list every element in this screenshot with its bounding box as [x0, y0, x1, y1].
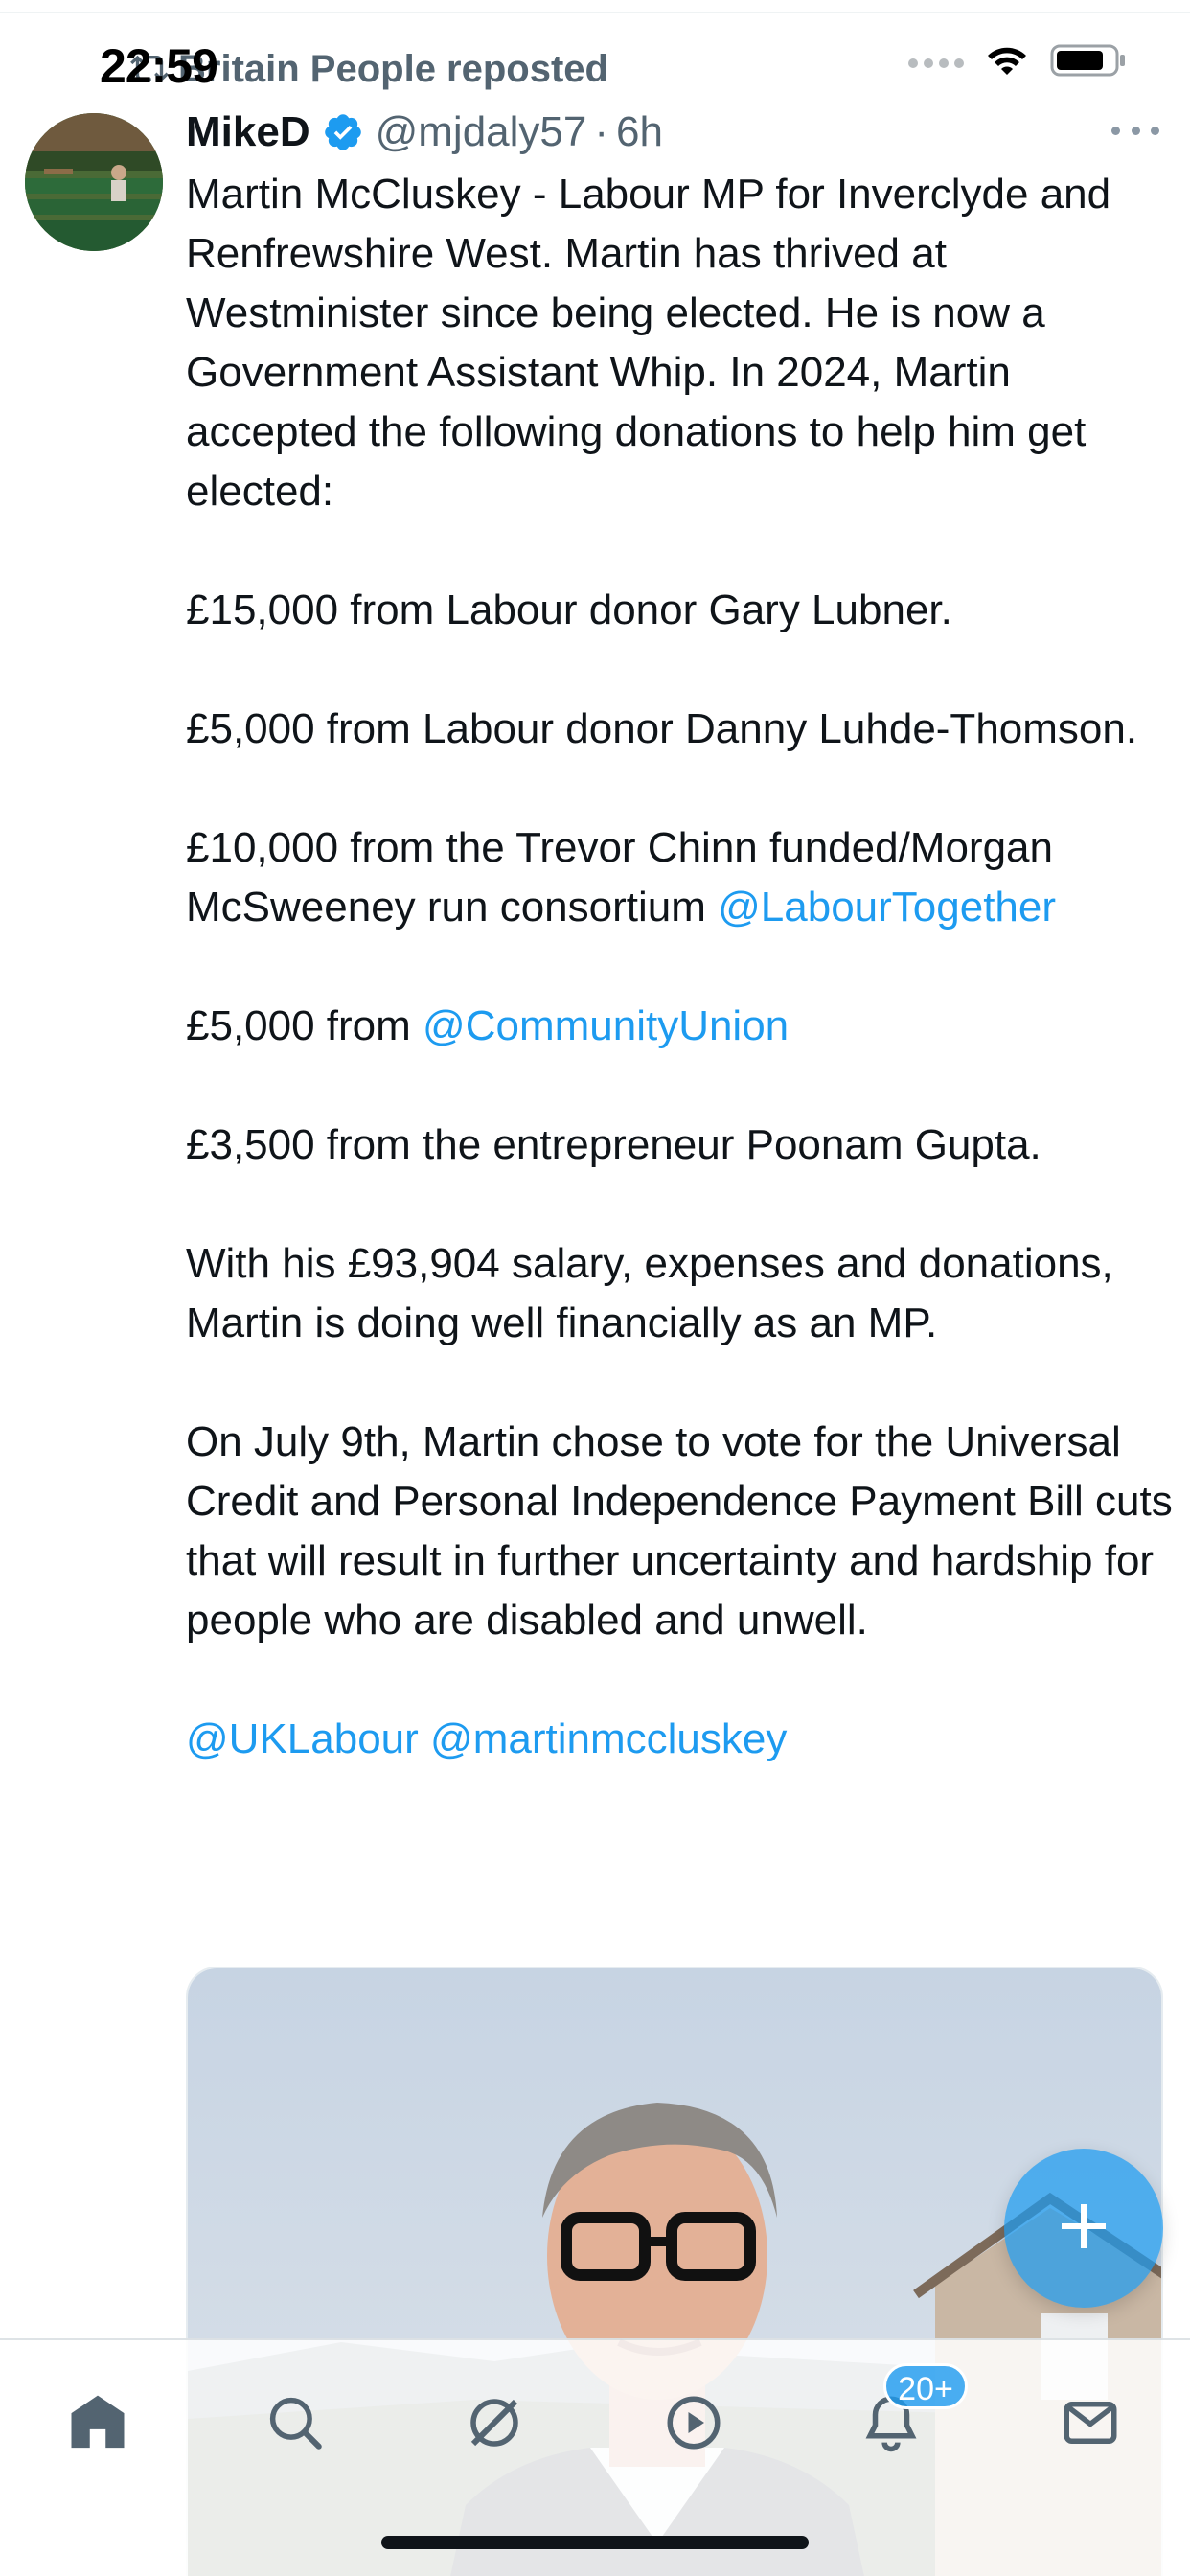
tweet-paragraph	[186, 1710, 1173, 1769]
tweet-paragraph: Martin McCluskey - Labour MP for Inverclyde and Renfrewshire West. Martin has thrived at Westminister since being elected. He is now a Government Assistant Whip. In 2024, Martin accepted the following donations to help him get elected:	[186, 171, 1111, 515]
battery-icon	[1050, 42, 1127, 83]
tweet-time[interactable]: 6h	[616, 108, 663, 155]
author-name[interactable]: MikeD	[186, 108, 310, 155]
nav-messages-tab[interactable]	[1042, 2377, 1138, 2472]
plus-icon	[1058, 2200, 1110, 2257]
tweet-paragraph: £5,000 from Labour donor Danny Luhde-Thomson.	[186, 705, 1138, 752]
nav-video-tab[interactable]	[646, 2377, 742, 2472]
repost-label: Britain People reposted	[178, 48, 608, 90]
tweet-paragraph: £15,000 from Labour donor Gary Lubner.	[186, 586, 952, 633]
compose-button[interactable]	[1004, 2149, 1163, 2308]
tweet-header	[186, 104, 663, 161]
home-indicator[interactable]	[381, 2536, 809, 2549]
paragraph-text: £5,000 from	[186, 1002, 423, 1049]
tweet-paragraph: On July 9th, Martin chose to vote for the Universal Credit and Personal Independence Payment Bill cuts that will result in further uncertainty and hardship for people who are disabled and unwell.	[186, 1418, 1173, 1644]
more-options-icon[interactable]	[1111, 111, 1159, 150]
home-icon	[66, 2391, 129, 2459]
notification-count-badge: 20+	[883, 2363, 968, 2409]
paragraph-text: £10,000 from the Trevor Chinn funded/Morgan McSweeney run consortium	[186, 824, 1053, 931]
author-avatar[interactable]	[25, 113, 163, 251]
tweet-paragraph	[186, 997, 1173, 1056]
mention-link[interactable]: @LabourTogether	[718, 884, 1057, 931]
author-handle[interactable]: @mjdaly57	[375, 108, 587, 155]
grok-icon	[463, 2391, 526, 2459]
wifi-icon	[983, 42, 1031, 83]
cellular-signal-icon	[908, 58, 964, 68]
status-time: 22:59	[100, 39, 217, 93]
mention-link[interactable]: @martinmccluskey	[430, 1715, 788, 1762]
tweet-paragraph: With his £93,904 salary, expenses and donations, Martin is doing well financially as an MP.	[186, 1240, 1113, 1346]
top-divider	[0, 0, 1190, 13]
nav-home-tab[interactable]	[50, 2377, 146, 2472]
search-icon	[263, 2391, 327, 2459]
status-icons	[908, 42, 1127, 83]
verified-badge-icon[interactable]	[322, 111, 364, 153]
mention-link[interactable]: @CommunityUnion	[423, 1002, 790, 1049]
messages-icon	[1059, 2391, 1122, 2459]
mention-link[interactable]: @UKLabour	[186, 1715, 419, 1762]
tweet-paragraph	[186, 818, 1173, 937]
separator-dot: ·	[594, 108, 609, 155]
nav-grok-tab[interactable]	[446, 2377, 542, 2472]
video-icon	[662, 2391, 725, 2459]
tweet-text	[186, 165, 1173, 1769]
nav-search-tab[interactable]	[247, 2377, 343, 2472]
tweet-paragraph: £3,500 from the entrepreneur Poonam Gupta.	[186, 1121, 1041, 1168]
